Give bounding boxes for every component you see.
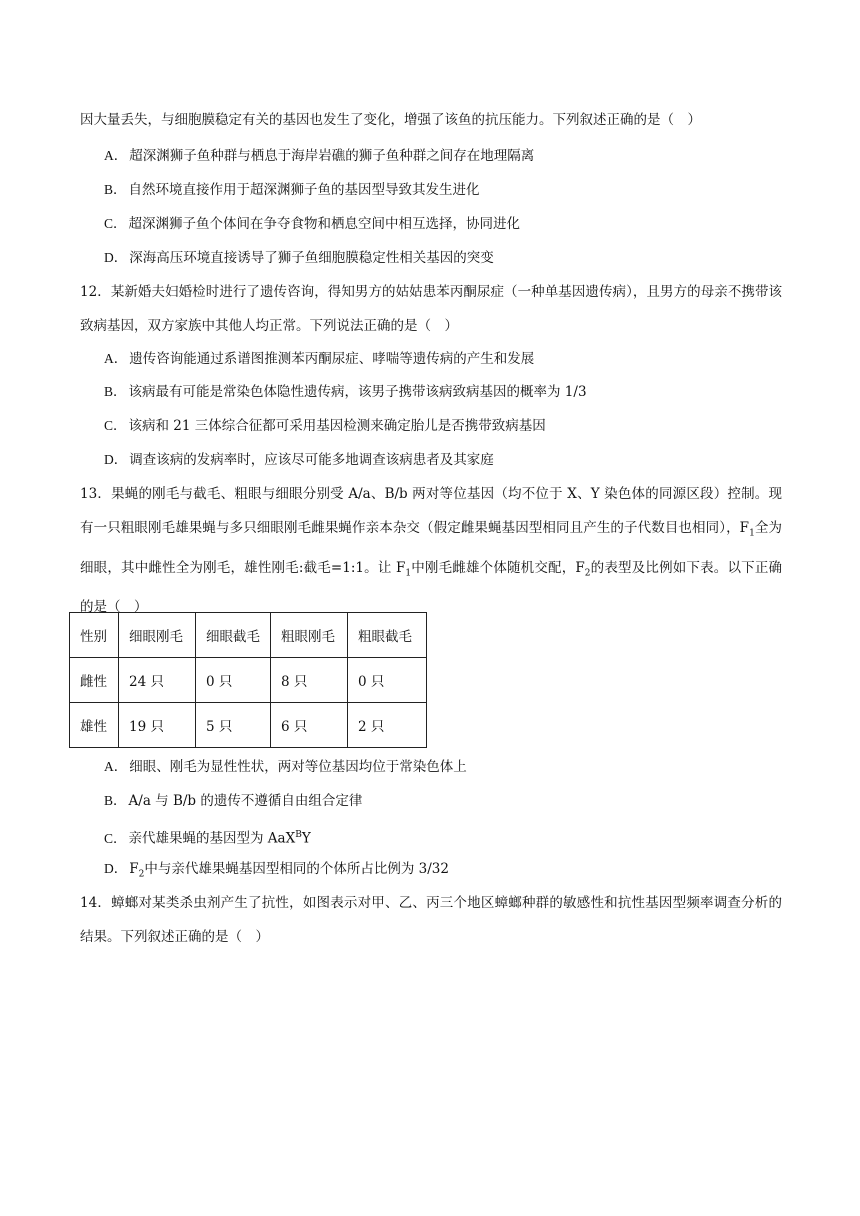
option-label: A．	[104, 148, 128, 163]
option-text: 该病和 21 三体综合征都可采用基因检测来确定胎儿是否携带致病基因	[128, 418, 546, 434]
q11-option-a	[104, 146, 804, 166]
option-text: 深海高压环境直接诱导了狮子鱼细胞膜稳定性相关基因的突变	[129, 250, 494, 266]
table-cell: 2 只	[348, 703, 427, 748]
question-number: 12．	[80, 284, 111, 300]
question-text-d: 的表型及比例如下表。以下正确的是（ ）	[80, 559, 782, 616]
table-header-cell: 粗眼截毛	[348, 613, 427, 658]
option-text: Y	[301, 830, 311, 847]
table-cell: 0 只	[196, 658, 271, 703]
q12-option-b	[104, 382, 804, 402]
option-text: 该病最有可能是常染色体隐性遗传病，该男子携带该病致病基因的概率为 1/3	[128, 384, 587, 400]
q11-stem-tail: 因大量丢失，与细胞膜稳定有关的基因也发生了变化，增强了该鱼的抗压能力。下列叙述正确的是（ ）	[80, 112, 701, 128]
table-header-cell: 性别	[70, 613, 119, 658]
table-cell: 0 只	[348, 658, 427, 703]
option-label: A．	[104, 351, 128, 366]
option-label: C．	[104, 418, 127, 433]
q12-stem	[80, 275, 782, 343]
question-text: 某新婚夫妇婚检时进行了遗传咨询，得知男方的姑姑患苯丙酮尿症（一种单基因遗传病），且男方的母亲不携带该致病基因，双方家族中其他人均正常。下列说法正确的是（ ）	[80, 284, 783, 334]
q11-option-b	[104, 180, 804, 200]
option-text: 超深渊狮子鱼个体间在争夺食物和栖息空间中相互选择，协同进化	[128, 216, 521, 232]
subscript: 2	[584, 568, 591, 579]
q13-option-a	[104, 757, 804, 777]
subscript: 2	[138, 869, 145, 880]
option-label: C．	[104, 216, 127, 231]
table-cell: 雄性	[70, 703, 119, 748]
option-text: 细眼、刚毛为显性性状，两对等位基因均位于常染色体上	[129, 759, 467, 775]
q12-option-c	[104, 416, 804, 436]
q11-option-c	[104, 214, 804, 234]
table-row	[70, 703, 427, 748]
option-label: D．	[104, 861, 128, 876]
table-cell: 24 只	[119, 658, 196, 703]
question-text-c: 中刚毛雌雄个体随机交配，F	[411, 559, 585, 576]
option-label: D．	[104, 250, 128, 265]
option-text: A/a 与 B/b 的遗传不遵循自由组合定律	[128, 793, 363, 809]
option-text: 自然环境直接作用于超深渊狮子鱼的基因型导致其发生进化	[128, 182, 480, 198]
option-text: 中与亲代雄果蝇基因型相同的个体所占比例为 3/32	[144, 861, 449, 877]
subscript: 1	[749, 528, 755, 539]
question-text-b: 全为细眼，其中雌性全为刚毛，雄性刚毛:截毛=1:1。让 F	[80, 520, 782, 576]
superscript: B	[295, 830, 302, 840]
q11-option-d	[104, 248, 804, 268]
table-cell: 8 只	[271, 658, 348, 703]
table-header-cell: 细眼截毛	[196, 613, 271, 658]
table-cell: 6 只	[271, 703, 348, 748]
option-text: 遗传咨询能通过系谱图推测苯丙酮尿症、哮喘等遗传病的产生和发展	[129, 351, 535, 367]
q12-option-a	[104, 349, 804, 369]
option-label: B．	[104, 793, 127, 808]
question-text-a: 果蝇的刚毛与截毛、粗眼与细眼分别受 A/a、B/b 两对等位基因（均不位于 X、Y 染色体的同源区段）控制。现有一只粗眼刚毛雄果蝇与多只细眼刚毛雌果蝇作亲本杂交（假定雌果蝇基因型相同且产生的子代数目也相同），F	[80, 486, 782, 536]
question-number: 13．	[80, 486, 112, 502]
option-text: 超深渊狮子鱼种群与栖息于海岸岩礁的狮子鱼种群之间存在地理隔离	[129, 148, 535, 164]
option-text: 调查该病的发病率时，应该尽可能多地调查该病患者及其家庭	[129, 452, 494, 468]
option-label: C．	[104, 830, 127, 846]
option-text: 亲代雄果蝇的基因型为 AaX	[128, 830, 296, 847]
table-header-cell: 粗眼刚毛	[271, 613, 348, 658]
table-cell: 雌性	[70, 658, 119, 703]
option-text: F	[129, 861, 139, 877]
option-label: B．	[104, 384, 127, 399]
q13-option-b	[104, 791, 804, 811]
q12-option-d	[104, 450, 804, 470]
table-header-cell: 细眼刚毛	[119, 613, 196, 658]
option-label: D．	[104, 452, 128, 467]
table-cell: 5 只	[196, 703, 271, 748]
table-row	[70, 658, 427, 703]
q13-option-d	[104, 859, 804, 885]
q13-option-c	[104, 825, 804, 849]
option-label: B．	[104, 182, 127, 197]
q13-stem	[80, 477, 782, 624]
subscript: 1	[405, 568, 412, 579]
question-text: 蟑螂对某类杀虫剂产生了抗性，如图表示对甲、乙、丙三个地区蟑螂种群的敏感性和抗性基因型频率调查分析的结果。下列叙述正确的是（ ）	[80, 895, 782, 945]
table-cell: 19 只	[119, 703, 196, 748]
table-header-row	[70, 613, 427, 658]
question-number: 14．	[80, 895, 112, 911]
q14-stem	[80, 886, 782, 954]
option-label: A．	[104, 759, 128, 774]
phenotype-table	[69, 612, 427, 748]
